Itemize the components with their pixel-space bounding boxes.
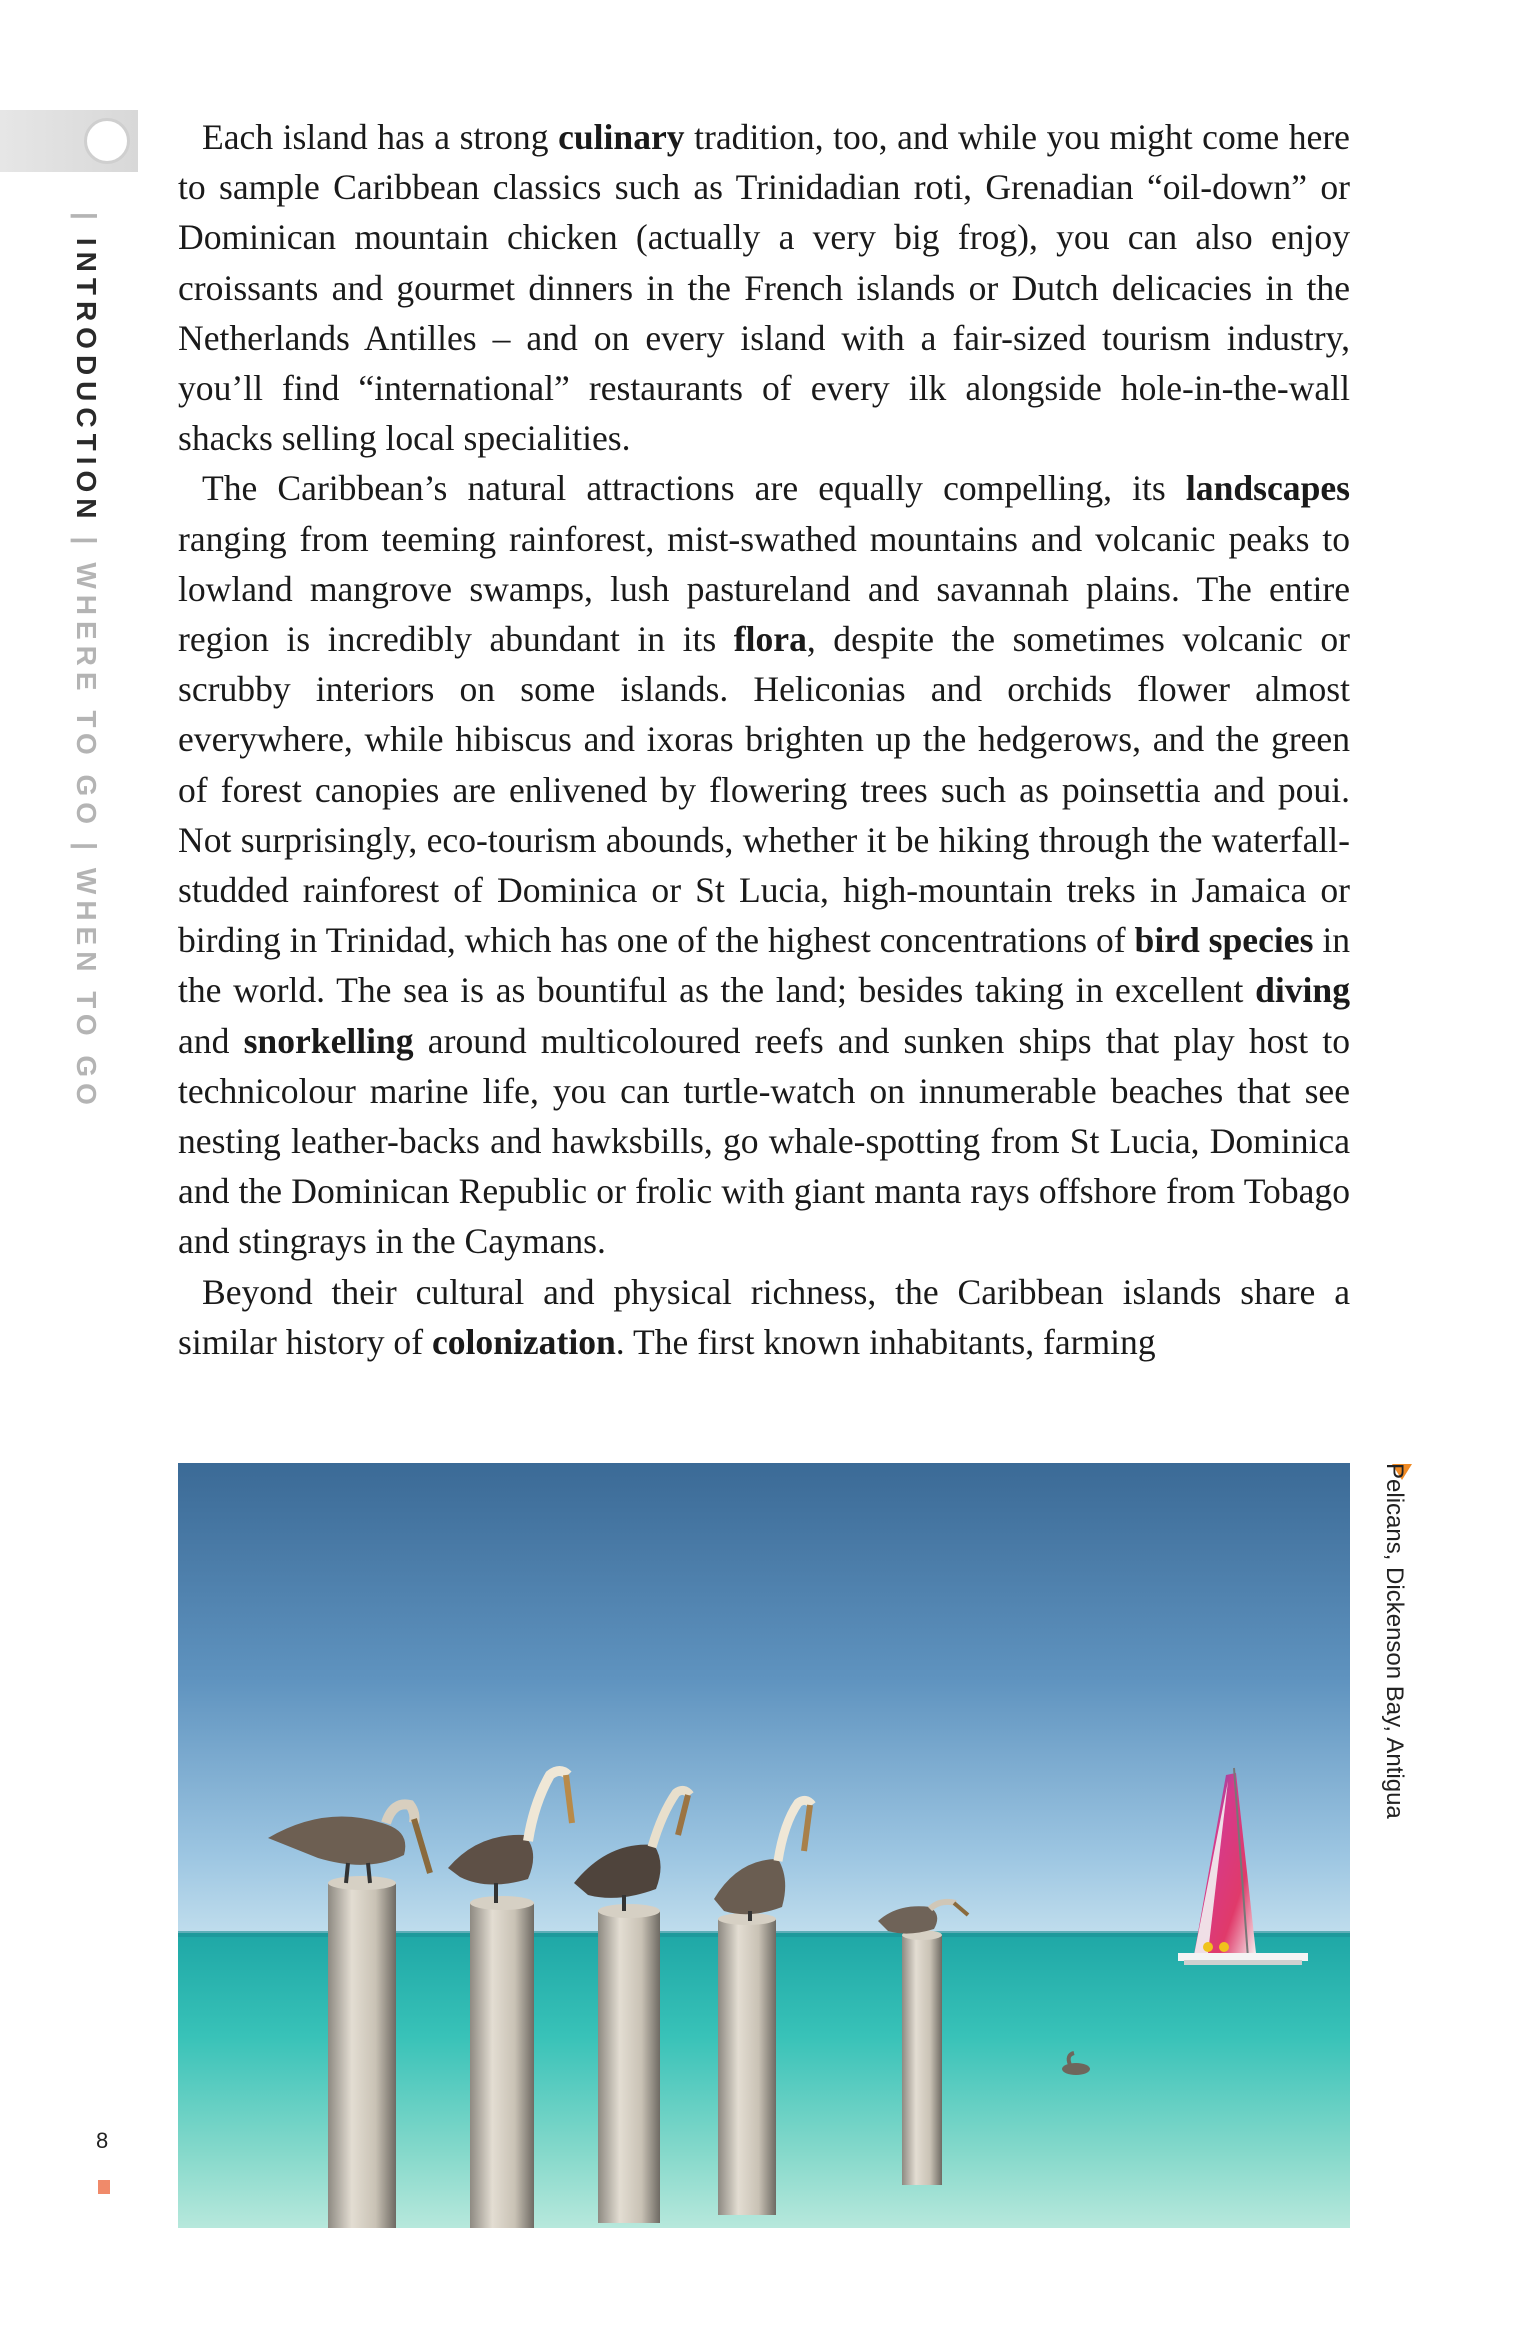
text-run: , despite the sometimes volcanic or scrubby interiors on some islands. Heliconias and orchids flower almost everywhere, while hibiscus and ixoras brighten up the hedgerows, and the green of forest canopies are enlivened by flowering trees such as poinsettia and poui. Not surprisingly, eco-tourism abounds, whether it be hiking through the waterfall-studded rainforest of Dominica or St Lucia, high-mountain treks in Jamaica or birding in Trinidad, which has one of the highest concentrations of	[178, 619, 1350, 961]
bold-keyword: bird species	[1134, 920, 1314, 961]
text-run: The Caribbean’s natural attractions are equally compelling, its	[202, 468, 1186, 509]
post-2	[470, 1896, 534, 2228]
text-run: Each island has a strong	[202, 117, 559, 157]
text-run: and	[178, 1020, 244, 1061]
text-run: around multicoloured reefs and sunken ships that play host to technicolour marine life, you can turtle-watch on innumerable beaches that see nesting leather-backs and hawksbills, go whale-spotting from St Lucia, Dominica and the Dominican Republic or frolic with giant manta rays offshore from Tobago and stingrays in the Caymans.	[178, 1020, 1351, 1262]
body-text	[178, 112, 1350, 1367]
photo-caption: Pelicans, Dickenson Bay, Antigua	[1381, 1463, 1408, 1819]
paragraph	[178, 1267, 1350, 1367]
page-marker-square	[98, 2180, 110, 2194]
running-header-when-to-go: WHEN TO GO	[71, 867, 102, 1111]
chapter-tab-circle-icon	[84, 118, 130, 164]
text-run: tradition, too, and while you might come here to sample Caribbean classics such as Trinidadian roti, Grenadian “oil-down” or Dominican mountain chicken (actually a very big frog), you can also enjoy croissants and gourmet dinners in the French islands or Dutch delicacies in the Netherlands Antilles – and on every island with a fair-sized tourism industry, you’ll find “international” restaurants of every ilk alongside hole-in-the-wall shacks selling local specialities.	[178, 117, 1350, 459]
post-5	[902, 1930, 942, 2185]
page-number: 8	[96, 2128, 109, 2153]
bold-keyword: snorkelling	[243, 1020, 414, 1061]
running-header-separator: |	[71, 842, 102, 856]
post-4	[718, 1913, 776, 2215]
text-run: . The first known inhabitants, farming	[615, 1321, 1156, 1362]
bold-keyword: flora	[733, 619, 807, 660]
bold-keyword: landscapes	[1185, 468, 1350, 509]
post-3	[598, 1904, 660, 2223]
running-header	[70, 200, 102, 1111]
paragraph	[178, 112, 1350, 463]
bold-keyword: culinary	[558, 117, 685, 157]
paragraph	[178, 463, 1350, 1266]
text-run: ranging from teeming rainforest, mist-swathed mountains and volcanic peaks to lowland mangrove swamps, lush pastureland and savannah plains. The entire region is incredibly abundant in its	[178, 518, 1350, 660]
photo-pelicans	[178, 1463, 1350, 2228]
bold-keyword: colonization	[431, 1321, 616, 1362]
post-1	[328, 1876, 396, 2228]
running-header-separator: |	[71, 212, 102, 226]
running-header-separator: |	[71, 536, 102, 551]
text-run: Beyond their cultural and physical richness, the Caribbean islands share a similar history of	[178, 1271, 1350, 1362]
running-header-section: INTRODUCTION	[71, 237, 102, 525]
bold-keyword: diving	[1255, 970, 1350, 1011]
text-run: in the world. The sea is as bountiful as the land; besides taking in excellent	[178, 920, 1350, 1011]
running-header-where-to-go: WHERE TO GO	[71, 562, 102, 831]
